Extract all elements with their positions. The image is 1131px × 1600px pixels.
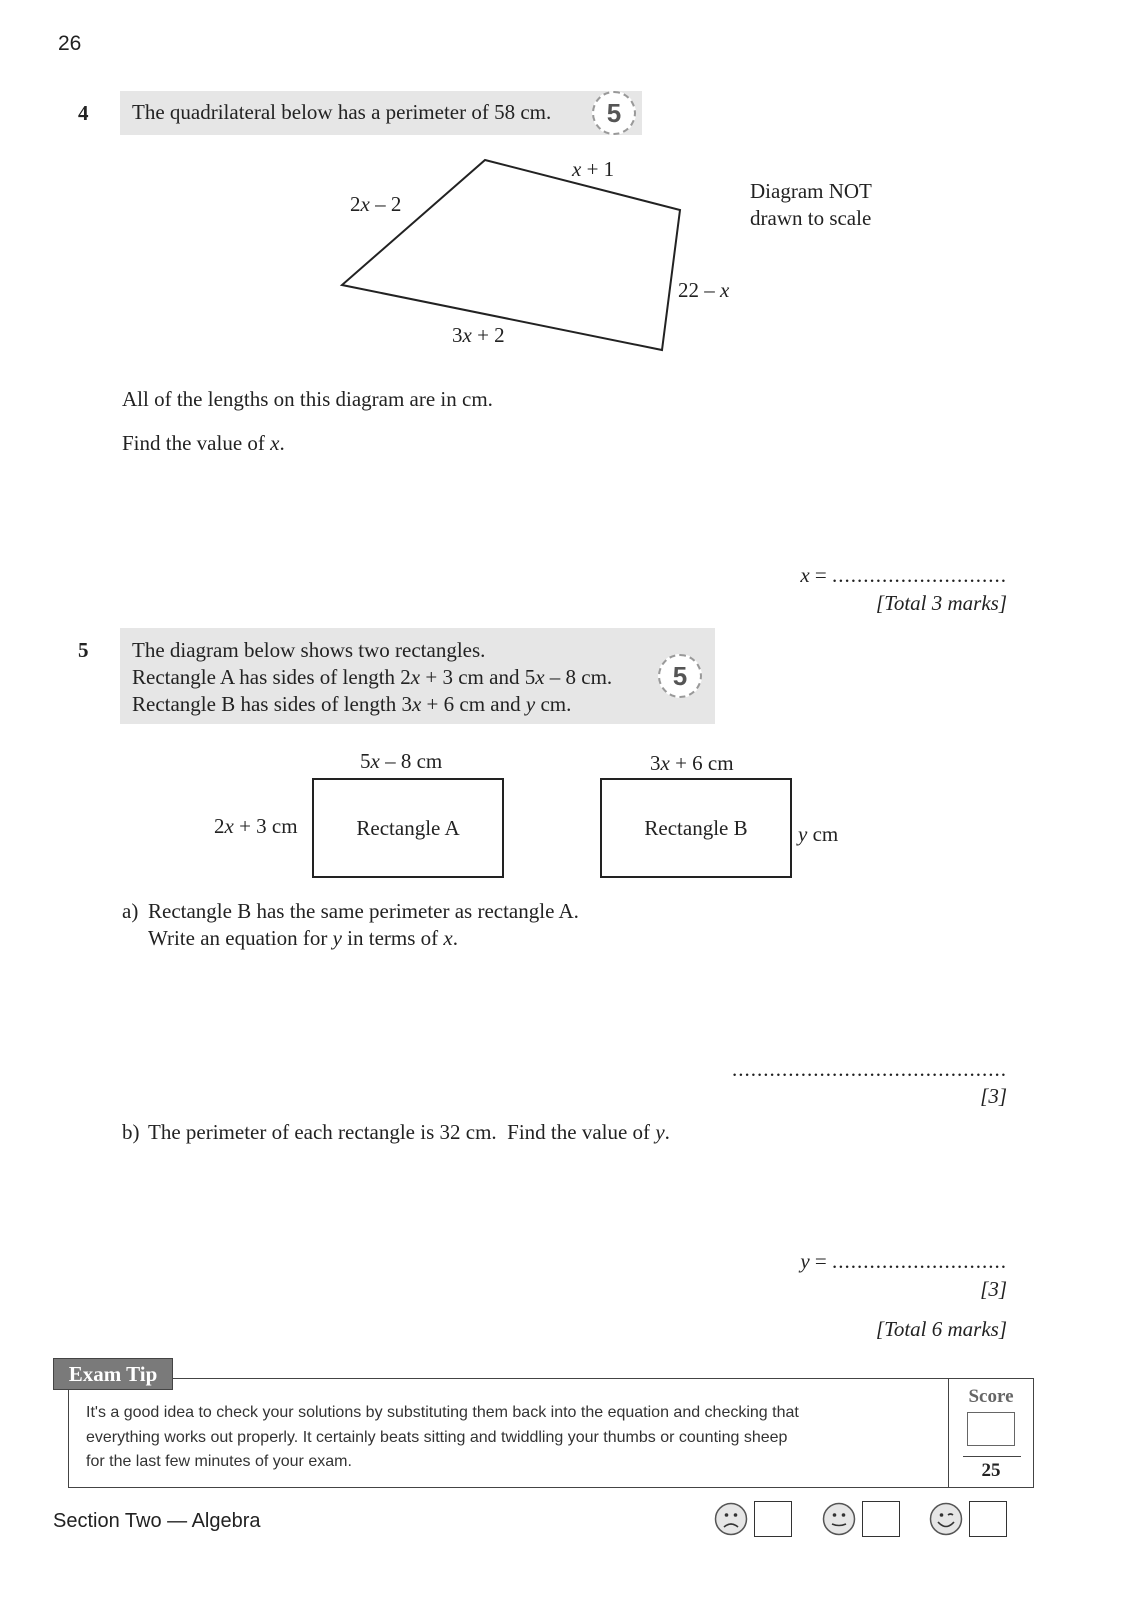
score-divider xyxy=(963,1456,1021,1457)
quadrilateral-shape xyxy=(342,160,680,350)
rect-a-top-label: 5x – 8 cm xyxy=(360,749,443,773)
neutral-tick-box[interactable] xyxy=(862,1501,900,1537)
q4-label-right: 22 – x xyxy=(678,278,730,302)
q4-label-top: x + 1 xyxy=(572,157,615,181)
exam-tip-text xyxy=(86,1401,799,1475)
rect-b-top-label: 3x + 6 cm xyxy=(650,751,734,775)
score-panel xyxy=(948,1378,1034,1488)
q5-prompt-line1: The diagram below shows two rectangles. xyxy=(132,638,486,662)
question-4-prompt-box xyxy=(120,91,642,135)
self-assessment-neutral xyxy=(822,1501,900,1537)
q5-part-a-line2: Write an equation for y in terms of x. xyxy=(148,926,458,950)
q5-part-a-marks: [3] xyxy=(980,1084,1007,1108)
q5-part-b-text: The perimeter of each rectangle is 32 cm. Find the value of y. xyxy=(148,1120,670,1144)
question-5-prompt-box xyxy=(120,628,715,724)
sad-tick-box[interactable] xyxy=(754,1501,792,1537)
rect-a-side-label: 2x + 3 cm xyxy=(214,814,298,838)
rectangle-b: Rectangle B xyxy=(600,778,792,878)
q4-label-left: 2x – 2 xyxy=(350,192,402,216)
q5-part-a-line1: Rectangle B has the same perimeter as rectangle A. xyxy=(148,899,579,923)
exam-tip-line1: It's a good idea to check your solutions by substituting them back into the equation and checking that xyxy=(86,1404,799,1421)
q4-task: Find the value of x. xyxy=(122,431,285,455)
happy-tick-box[interactable] xyxy=(969,1501,1007,1537)
q5-part-b-answer-line[interactable]: y = ............................ xyxy=(800,1249,1007,1273)
happy-face-icon xyxy=(929,1502,963,1536)
q5-part-a-answer-line[interactable]: ............................................ xyxy=(732,1057,1007,1081)
self-assessment-happy xyxy=(929,1501,1007,1537)
q4-statement: All of the lengths on this diagram are in cm. xyxy=(122,387,493,411)
rect-b-side-label: y cm xyxy=(798,822,839,846)
score-total: 25 xyxy=(981,1460,1001,1481)
exam-tip-title: Exam Tip xyxy=(68,1361,158,1386)
q4-answer-line[interactable]: x = ............................ xyxy=(800,563,1007,587)
section-footer: Section Two — Algebra xyxy=(53,1510,261,1532)
q5-prompt-line2: Rectangle A has sides of length 2x + 3 cm and 5x – 8 cm. xyxy=(132,665,613,689)
score-label: Score xyxy=(968,1386,1014,1407)
rectangle-a: Rectangle A xyxy=(312,778,504,878)
question-4-number: 4 xyxy=(78,101,89,125)
grade-5-badge: 5 xyxy=(592,91,636,135)
self-assessment-sad xyxy=(714,1501,792,1537)
grade-5-badge: 5 xyxy=(658,654,702,698)
page-number: 26 xyxy=(58,32,82,55)
question-5-number: 5 xyxy=(78,638,89,662)
diagram-note-line1: Diagram NOT xyxy=(750,179,872,203)
diagram-note-line2: drawn to scale xyxy=(750,206,872,230)
exam-tip-tab xyxy=(53,1358,173,1390)
q5-part-a-label: a) xyxy=(122,899,139,923)
q4-label-bottom: 3x + 2 xyxy=(452,323,505,347)
neutral-face-icon xyxy=(822,1502,856,1536)
sad-face-icon xyxy=(714,1502,748,1536)
q4-total-marks: [Total 3 marks] xyxy=(875,591,1007,615)
quadrilateral-diagram xyxy=(330,150,750,360)
score-input-box[interactable] xyxy=(967,1412,1015,1446)
question-4-prompt: The quadrilateral below has a perimeter of 58 cm. xyxy=(132,100,552,124)
exam-tip-line2: everything works out properly. It certainly beats sitting and twiddling your thumbs or counting sheep xyxy=(86,1428,788,1446)
q5-part-b-marks: [3] xyxy=(980,1277,1007,1301)
exam-tip-line3: for the last few minutes of your exam. xyxy=(86,1453,352,1470)
q5-prompt-line3: Rectangle B has sides of length 3x + 6 cm and y cm. xyxy=(132,692,572,716)
q5-total-marks: [Total 6 marks] xyxy=(875,1317,1007,1341)
q5-part-b-label: b) xyxy=(122,1120,140,1144)
